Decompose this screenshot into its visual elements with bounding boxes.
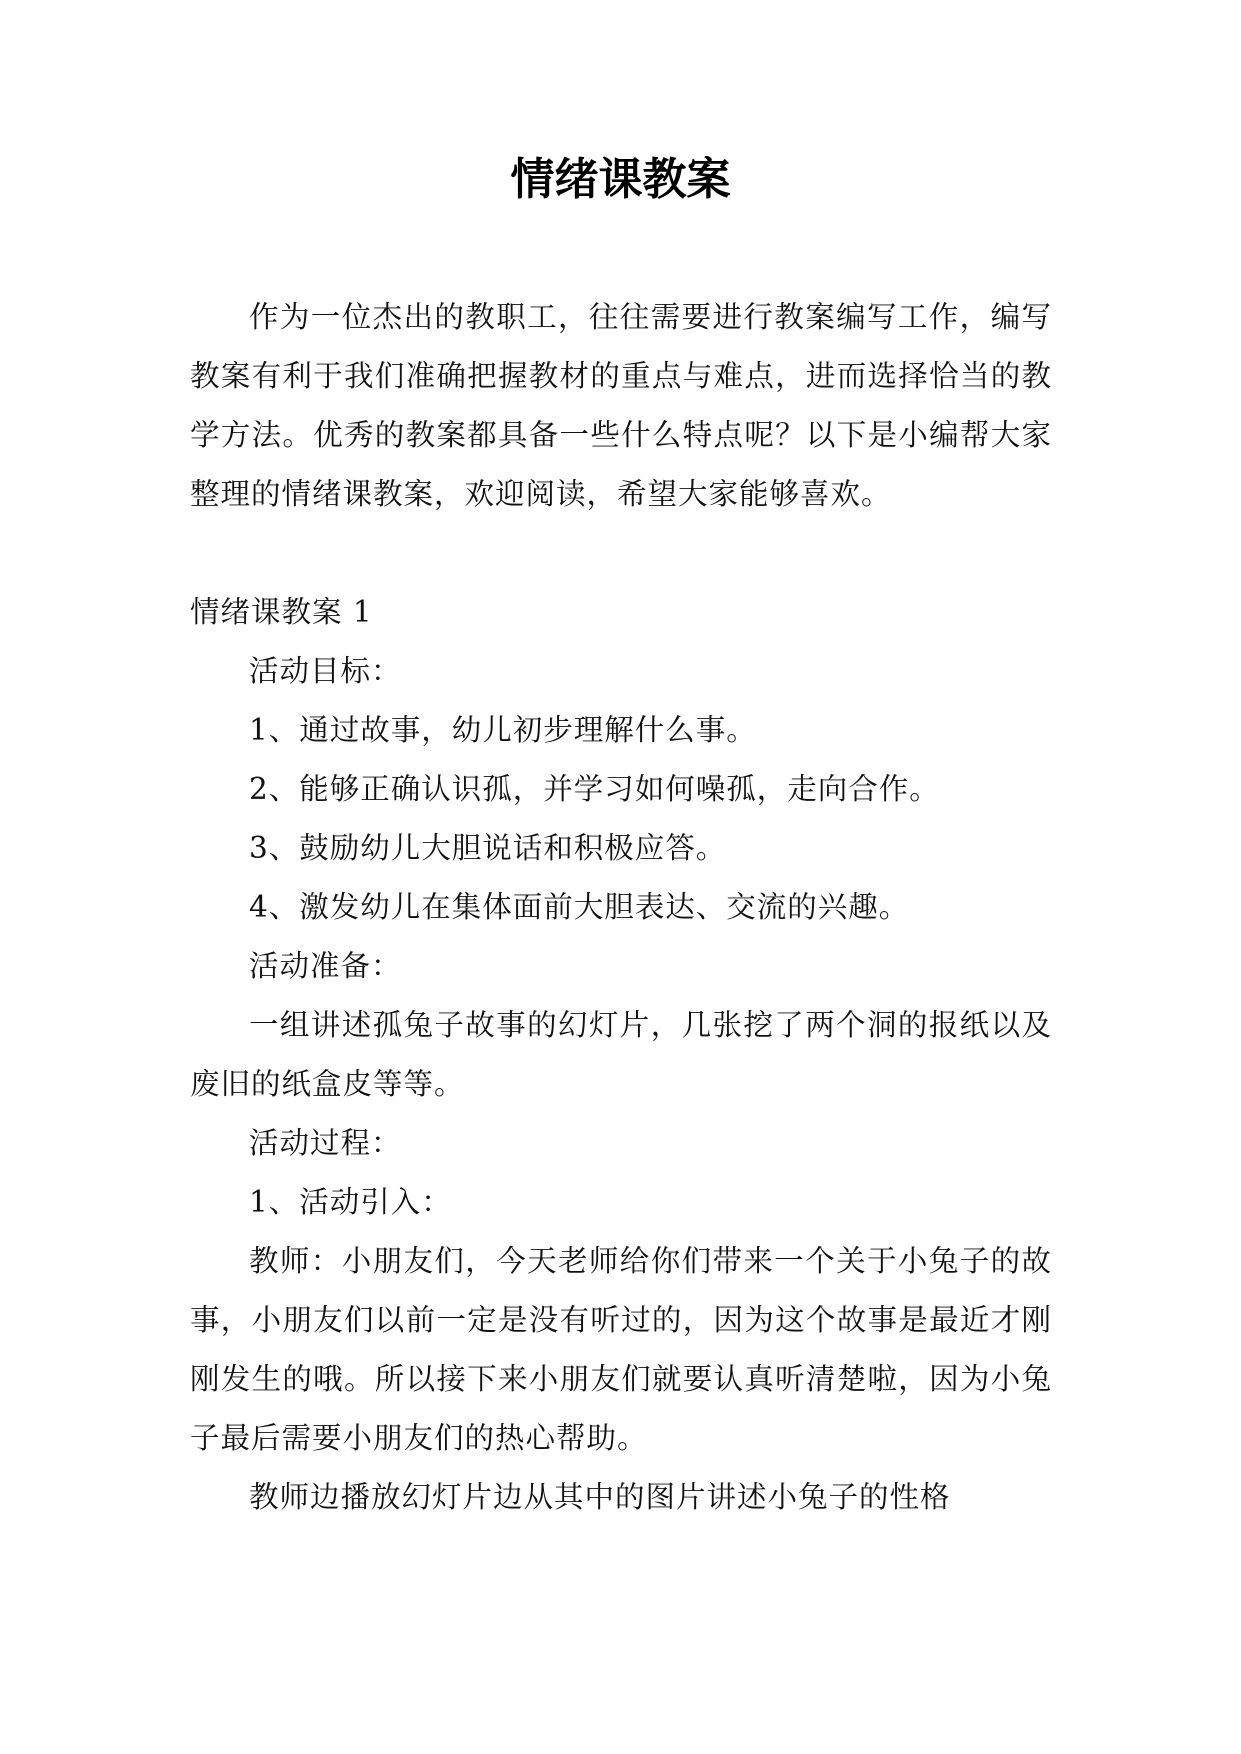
body-paragraph: 教师边播放幻灯片边从其中的图片讲述小兔子的性格	[249, 1480, 951, 1514]
intro-paragraph: 作为一位杰出的教职工，往往需要进行教案编写工作，编写教案有利于我们准确把握教材的重点与难点，进而选择恰当的教学方法。优秀的教案都具备一些什么特点呢？以下是小编帮大家整理的情绪课教案，欢迎阅读，希望大家能够喜欢。	[190, 300, 1052, 511]
body-paragraph: 活动过程：	[249, 1126, 402, 1160]
paragraph-spacer	[190, 524, 1052, 583]
body-paragraph: 2、能够正确认识孤，并学习如何噪孤，走向合作。	[249, 772, 940, 806]
body-paragraph: 1、通过故事，幼儿初步理解什么事。	[249, 713, 757, 747]
body-paragraph: 活动准备：	[249, 949, 402, 983]
body-paragraph: 3、鼓励幼儿大胆说话和积极应答。	[249, 831, 727, 865]
document-body	[190, 288, 1052, 1527]
body-paragraph: 教师：小朋友们，今天老师给你们带来一个关于小兔子的故事，小朋友们以前一定是没有听过的，因为这个故事是最近才刚刚发生的哦。所以接下来小朋友们就要认真听清楚啦，因为小兔子最后需要小朋友们的热心帮助。	[190, 1244, 1052, 1455]
body-paragraph: 1、活动引入：	[249, 1185, 452, 1219]
body-paragraph: 一组讲述孤兔子故事的幻灯片，几张挖了两个洞的报纸以及废旧的纸盒皮等等。	[190, 1008, 1052, 1101]
document-title: 情绪课教案	[510, 154, 731, 205]
body-paragraph: 4、激发幼儿在集体面前大胆表达、交流的兴趣。	[249, 890, 910, 924]
body-paragraph: 活动目标：	[249, 654, 402, 688]
section-heading: 情绪课教案 1	[190, 595, 373, 629]
